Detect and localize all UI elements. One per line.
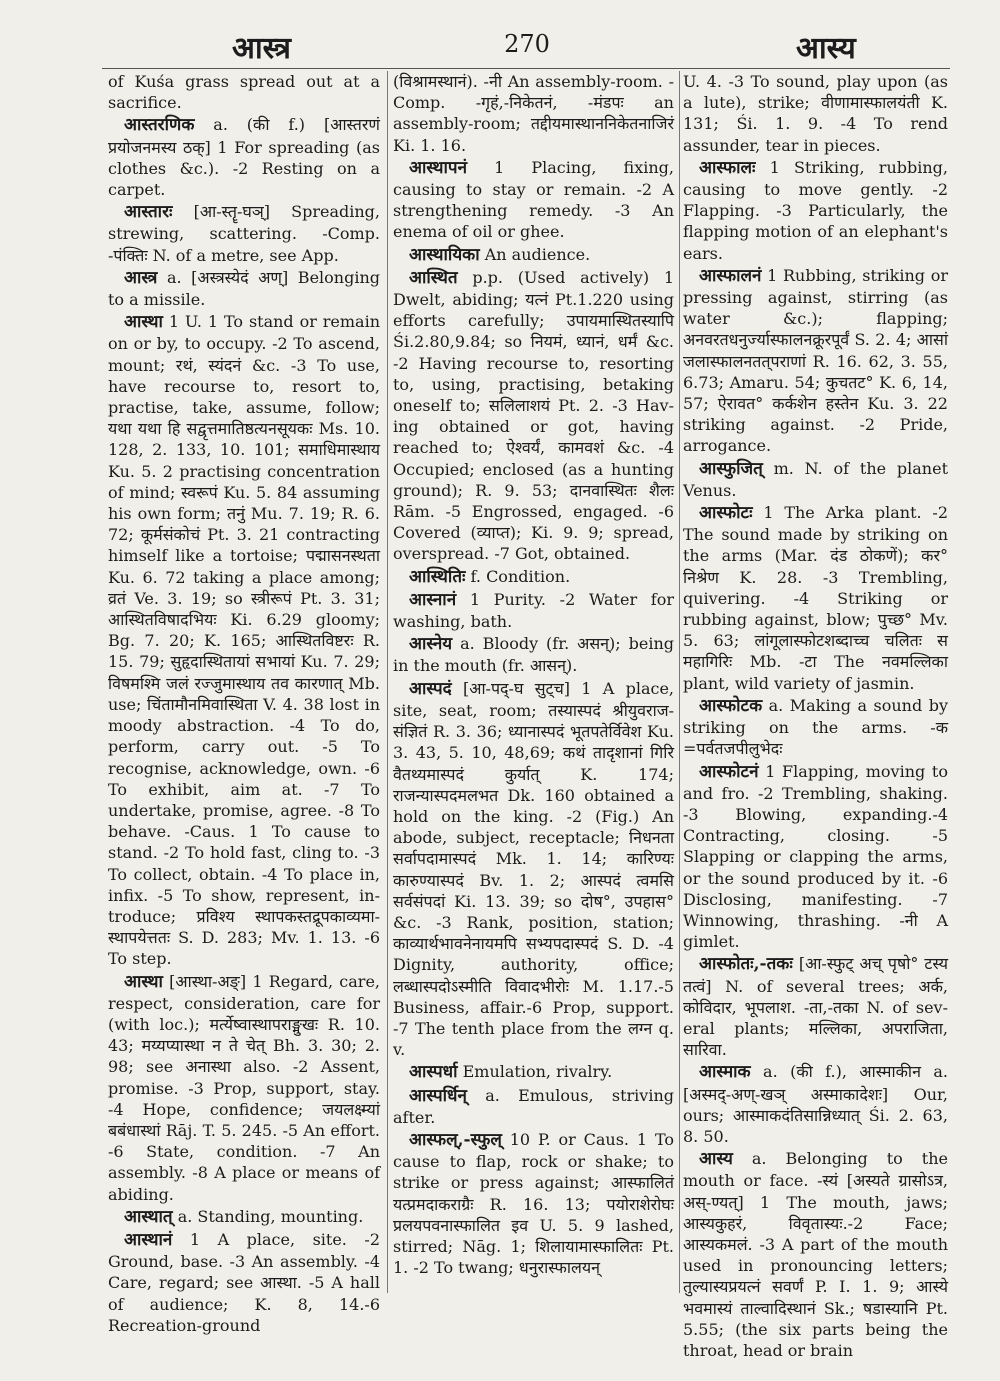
- entry-definition: Emulation, rivalry.: [457, 1062, 613, 1082]
- entry-definition: [आ-पद्-घ सुट्च] 1 A place, site, seat, room; तस्यास्पदं श्रीयुवराजसंज्ञितं R. 3. 36; ध्यानास्पदं भूतपतेर्विवेश Ku. 3. 43, 5. 10, 48,69; कथं तादृशानां गिरि वैतथ्यमास्पदं कुर्यात् K. 174; राजन्यास्पदमलभत Dk. 160 obtained a hold on the king. -2 (Fig.) An abode, subject, receptacle; निधनता सर्वापदामास्पदं Mk. 1. 14; कारिण्यः कारुण्यास्पदं Bv. 1. 2; आस्पदं त्वमसि सर्वसंपदां Ki. 13. 39; so दोष°, उपहास° &c. -3 Rank, position, station; काव्यार्थभावनेनायमपि सभ्यपदास्पदं S. D. -4 Dignity, authority, office; लब्धास्पदोऽस्मीति विवादभीरोः M. 1.17.-5 Business, affair.-6 Prop, support. -7 The tenth place from the लग्न q. v.: [393, 678, 674, 1060]
- entry-headword: आस्थानं: [124, 1229, 173, 1250]
- dictionary-entry: [393, 633, 674, 676]
- dictionary-entry: [683, 157, 948, 264]
- dictionary-entry: [108, 311, 380, 969]
- entry-headword: आस्पर्धा: [409, 1062, 458, 1083]
- entry-definition: a. Emulous, striving after.: [393, 1085, 674, 1127]
- entry-headword: आस्तारः: [124, 202, 173, 223]
- entry-definition: 1 A place, site. -2 Ground, base. -3 An assembly. -4 Care, regard; see आस्था. -5 A hall of audience; K. 8, 14.-6 Recreation-ground: [108, 1229, 380, 1335]
- entry-headword: आस्त्र: [124, 267, 158, 288]
- entry-definition: 10 P. or Caus. 1 To cause to flap, rock or shake; to strike or press against; आस्फालितं यत्प्रमदाकराग्रैः R. 16. 13; पयोराशेरोघः प्रलयपवनास्फालित इव U. 5. 9 lashed, stirred; Nāg. 1; शिलायामास्फालितः Pt. 1. -2 To twang; धनुरास्फालयन्: [393, 1129, 674, 1278]
- entry-definition: [आ-स्तॄ-घञ्] Spreading, strewing, scattering. -Comp. -पंक्तिः N. of a metre, see App.: [108, 202, 380, 265]
- dictionary-entry: [683, 458, 948, 501]
- dictionary-entry: [393, 244, 674, 266]
- entry-definition: a. Standing, mounting.: [172, 1206, 364, 1226]
- entry-headword: आस्फोतः,-तकः: [699, 954, 793, 975]
- dictionary-entry: [393, 1061, 674, 1083]
- entry-headword: आस्य: [699, 1149, 733, 1170]
- column-1: [108, 71, 380, 1335]
- entry-definition: p.p. (Used actively) 1 Dwelt, abiding; यत्नं Pt.1.220 using efforts carefully; उपायमास्थितस्यापि Śi.2.80,9.84; so नियमं, ध्यानं, धर्मं &c. -2 Having recourse to, resorting to, using, practising, betaking oneself to; सलिलाशयं Pt. 2. -3 Having obtained or got, having reached to; ऐश्वर्यं, कामवशं &c. -4 Occupied; enclosed (as a hunting ground); R. 9. 53; दानवास्थितः शैलः Rām. -5 Engrossed, engaged. -6 Covered (व्याप्त); Ki. 9. 9; spread, overspread. -7 Got, obtained.: [393, 267, 674, 564]
- dictionary-entry: [683, 1061, 948, 1147]
- dictionary-entry: [393, 157, 674, 243]
- entry-definition: a. Bloody (fr. असन्); being in the mouth (fr. आसन्).: [393, 634, 674, 676]
- dictionary-entry: [683, 502, 948, 694]
- entry-headword: आस्फोटनं: [699, 761, 759, 782]
- column-3: [683, 71, 948, 1360]
- dictionary-entry: [108, 267, 380, 310]
- running-head-right: आस्य: [796, 31, 856, 66]
- entry-definition: An audience.: [479, 244, 591, 264]
- entry-definition: U. 4. -3 To sound, play upon (as a lute), strike; वीणामास्फालयंती K. 131; Śi. 1. 9. -4 To rend assunder, tear in pieces.: [683, 72, 948, 155]
- dictionary-entry: [108, 201, 380, 266]
- entry-definition: [आस्था-अङ्] 1 Regard, care, respect, consideration, care for (with loc.); मर्त्येष्वास्थापराङ्मुखः R. 10. 43; मय्यप्यास्था न ते चेत् Bh. 3. 30; 2. 98; see अनास्था also. -2 Assent, promise. -3 Prop, support, stay. -4 Hope, confidence; जयलक्ष्म्यां बबंधास्थां Rāj. T. 5. 245. -5 An effort. -6 State, condition. -7 An assembly. -8 A place or means of abiding.: [108, 971, 380, 1204]
- entry-definition: of Kuśa grass spread out at a sacrifice.: [108, 72, 380, 113]
- dictionary-entry: [683, 953, 948, 1060]
- entry-headword: आस्था: [124, 971, 163, 992]
- entry-definition: 1 Purity. -2 Water for washing, bath.: [393, 589, 674, 632]
- dictionary-entry: [393, 1129, 674, 1278]
- entry-definition: 1 The Arka plant. -2 The sound made by striking on the arms (Mar. दंड ठोकणें); कर° निश्रेण K. 28. -3 Trembling, quivering. -4 Striking or rubbing against, blow; पुच्छ° Mv. 5. 63; लांगूलास्फोटशब्दाच्च चलितः स महागिरिः Mb. -टा The नवमल्लिका plant, wild variety of jasmin.: [683, 503, 948, 693]
- entry-headword: आस्पदं: [409, 678, 452, 699]
- entry-definition: f. Condition.: [465, 566, 571, 586]
- entry-headword: आस्था: [124, 312, 163, 333]
- entry-headword: आस्थितिः: [409, 566, 466, 587]
- entry-headword: आस्थात्: [124, 1206, 173, 1227]
- entry-definition: 1 Placing, fixing, causing to stay or remain. -2 A strengthening remedy. -3 An enema of oil or ghee.: [393, 157, 674, 242]
- entry-definition: a. [अस्त्रस्येदं अण्] Belonging to a missile.: [108, 267, 380, 310]
- entry-headword: आस्थित: [409, 267, 458, 288]
- entry-definition: 1 U. 1 To stand or remain on or by, to occupy. -2 To ascend, mount; रथं, स्यंदनं &c. -3 To use, have recourse to, resort to, practise, take, assume, follow; यथा यथा हि सद्वृत्तमातिष्ठत्यनसूयकः Ms. 10. 128, 2. 133, 10. 101; समाधिमास्थाय Ku. 5. 2 practising concentration of mind; स्वरूपं Ku. 5. 84 assuming his own form; तनुं Mu. 7. 19; R. 6. 72; कूर्मसंकोचं Pt. 3. 21 contracting himself like a tortoise; पद्मासनस्थता Ku. 6. 72 taking a place among; व्रतं Ve. 3. 19; so स्त्रीरूपं Pt. 3. 31; आस्थितविषादभियः Ki. 6.29 gloomy; Bg. 7. 20; K. 165; आस्थितविष्टरः R. 15. 79; सुहृदास्थितायां सभायां Ku. 7. 29; विषमश्मि जलं रज्जुमास्थाय तव कारणात् Mb. use; चिंतामौनमिवास्थिता V. 4. 38 lost in moody abstraction. -4 To do, perform, carry out. -5 To recognise, acknowledge, own. -6 To exhibit, aim at. -7 To undertake, promise, agree. -8 To behave. -Caus. 1 To cause to stand. -2 To hold fast, cling to. -3 To collect, obtain. -4 To place in, infix. -5 To show, represent, introduce; प्रविश्य स्थापकस्तद्रूपकाव्यमास्थापयेत्ततः S. D. 283; Mv. 1. 13. -6 To step.: [108, 312, 380, 969]
- entry-definition: m. N. of the planet Venus.: [683, 458, 948, 500]
- entry-headword: आस्फल्,-स्फुल्: [409, 1129, 502, 1150]
- dictionary-entry: [108, 71, 380, 113]
- entry-definition: a. (की f.), आस्माकीन a. [अस्मद्-अण्-खञ् अस्माकादेशः] Our, ours; आस्माकदंतिसान्निध्यात् Śi. 2. 63, 8. 50.: [683, 1062, 948, 1146]
- entry-headword: आस्फोटः: [699, 503, 753, 524]
- entry-headword: आस्फोटक: [699, 695, 763, 716]
- column-2: [393, 71, 674, 1293]
- entry-headword: आस्थायिका: [409, 244, 480, 265]
- entry-headword: आस्फुजित्: [699, 458, 763, 479]
- entry-headword: आस्माक: [699, 1062, 751, 1083]
- dictionary-entry: [393, 1085, 674, 1128]
- column-divider-2: [679, 71, 680, 1293]
- dictionary-entry: [683, 1148, 948, 1361]
- entry-definition: 1 Striking, rubbing, causing to move gently. -2 Flapping. -3 Particularly, the flapping motion of an elephant's ears.: [683, 157, 948, 263]
- dictionary-entry: [393, 589, 674, 632]
- dictionary-entry: [108, 1206, 380, 1228]
- dictionary-entry: [393, 71, 674, 156]
- entry-definition: (विश्रामस्थानं). -नी An assembly-room. -Comp. -गृहं,-निकेतनं, -मंडपः an assembly-room; तद्दीयमास्थाननिकेतनाजिरं Ki. 1. 16.: [393, 72, 674, 155]
- entry-definition: [आ-स्फुट् अच् पृषो° टस्य तत्वं] N. of several trees; अर्क, कोविदार, भूपलाश. -ता,-तका N. of several plants; मल्लिका, अपराजिता, सारिवा.: [683, 954, 948, 1060]
- page-number: 270: [504, 30, 550, 58]
- entry-headword: आस्नानं: [409, 589, 457, 610]
- column-divider-1: [387, 71, 388, 1293]
- dictionary-entry: [108, 114, 380, 200]
- entry-headword: आस्फालनं: [699, 265, 762, 286]
- dictionary-entry: [683, 265, 948, 457]
- running-head-left: आस्त्र: [232, 31, 291, 66]
- dictionary-entry: [683, 695, 948, 760]
- dictionary-entry: [683, 71, 948, 156]
- dictionary-entry: [108, 1229, 380, 1336]
- entry-definition: 1 Flapping, moving to and fro. -2 Trembling, shaking. -3 Blowing, expanding.-4 Contracting, closing. -5 Slapping or clapping the arms, or the sound produced by it. -6 Disclosing, manifesting. -7 Winnowing, thrashing. -नी A gimlet.: [683, 761, 948, 952]
- entry-headword: आस्तरणिक: [124, 115, 195, 136]
- entry-definition: a. (की f.) [आस्तरणं प्रयोजनमस्य ठक्] 1 For spreading (as clothes &c.). -2 Resting on a carpet.: [108, 115, 380, 200]
- dictionary-entry: [108, 971, 380, 1205]
- header-rule: [102, 68, 950, 69]
- dictionary-entry: [393, 566, 674, 588]
- entry-headword: आस्थापनं: [409, 157, 468, 178]
- entry-definition: a. Making a sound by striking on the arms. -क =पर्वतजपीलुभेदः: [683, 695, 948, 759]
- entry-definition: a. Belonging to the mouth or face. -स्यं [अस्यते ग्रासोऽत्र, अस्-ण्यत्] 1 The mouth, jaws; आस्यकुहरं, विवृतास्यः.-2 Face; आस्यकमलं. -3 A part of the mouth used in pronouncing letters; तुल्यास्यप्रयत्नं सवर्णं P. I. 1. 9; आस्ये भवमास्यं ताल्वादिस्थानं Sk.; षडास्यानि Pt. 5.55; (the six parts being the throat, head or brain: [683, 1149, 948, 1360]
- entry-headword: आस्नेय: [409, 634, 453, 655]
- dictionary-entry: [393, 678, 674, 1061]
- entry-headword: आस्पर्धिन्: [409, 1085, 467, 1106]
- entry-headword: आस्फालः: [699, 157, 756, 178]
- dictionary-entry: [683, 761, 948, 953]
- entry-definition: 1 Rubbing, striking or pressing against, stirring (as water &c.); flapping; अनवरतधनुर्ज्यास्फालनक्रूरपूर्वं S. 2. 4; आसां जलास्फालनतत्पराणां R. 16. 62, 3. 55, 6.73; Amaru. 54; कुचतट° K. 6, 14, 57; ऐरावत° कर्कशेन हस्तेन Ku. 3. 22 striking against. -2 Pride, arrogance.: [683, 265, 948, 456]
- dictionary-entry: [393, 267, 674, 565]
